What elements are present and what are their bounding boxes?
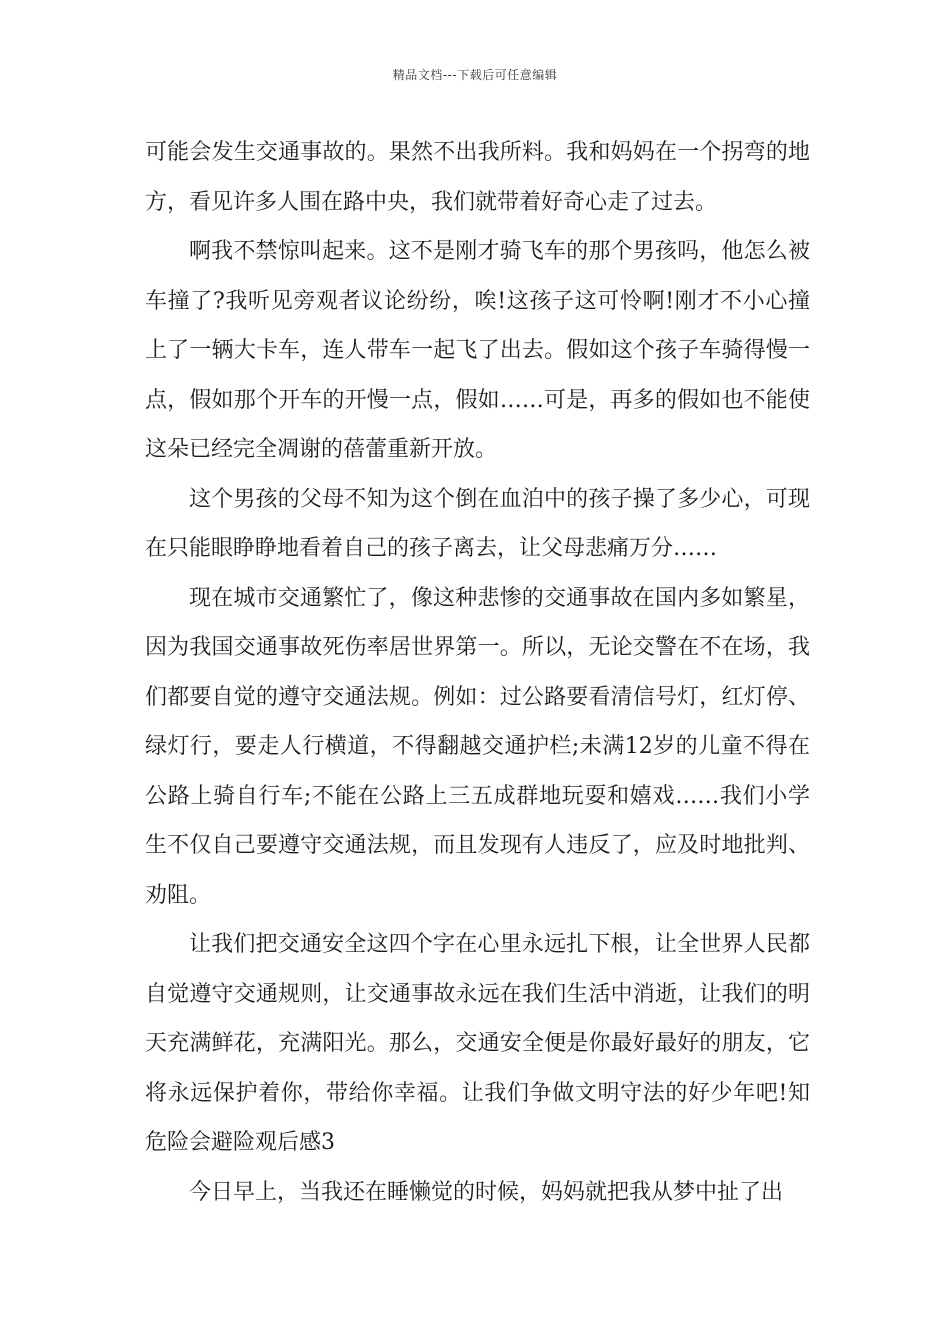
paragraph-4: 现在城市交通繁忙了，像这种悲惨的交通事故在国内多如繁星，因为我国交通事故死伤率居世界第一。所以，无论交警在不在场，我们都要自觉的遵守交通法规。例如：过公路要看清信号灯，红灯停、绿灯行，要走人行横道，不得翻越交通护栏;未满12岁的儿童不得在公路上骑自行车;不能在公路上三五成群地玩耍和嬉戏……我们小学生不仅自己要遵守交通法规，而且发现有人违反了，应及时地批判、劝阻。 xyxy=(145,585,810,908)
paragraph-5: 让我们把交通安全这四个字在心里永远扎下根，让全世界人民都自觉遵守交通规则，让交通事故永远在我们生活中消逝，让我们的明天充满鲜花，充满阳光。那么，交通安全便是你最好最好的朋友，它将永远保护着你，带给你幸福。让我们争做文明守法的好少年吧!知危险会避险观后感3 xyxy=(145,932,810,1155)
paragraph-1: 可能会发生交通事故的。果然不出我所料。我和妈妈在一个拐弯的地方，看见许多人围在路中央，我们就带着好奇心走了过去。 xyxy=(145,140,810,215)
page-header: 精品文档---下载后可任意编辑 xyxy=(392,68,558,82)
paragraph-2: 啊我不禁惊叫起来。这不是刚才骑飞车的那个男孩吗，他怎么被车撞了?我听见旁观者议论纷纷，唉!这孩子这可怜啊!刚才不小心撞上了一辆大卡车，连人带车一起飞了出去。假如这个孩子车骑得慢一点，假如那个开车的开慢一点，假如……可是，再多的假如也不能使这朵已经完全凋谢的蓓蕾重新开放。 xyxy=(145,239,810,462)
paragraph-3: 这个男孩的父母不知为这个倒在血泊中的孩子操了多少心，可现在只能眼睁睁地看着自己的孩子离去，让父母悲痛万分…… xyxy=(145,486,810,561)
document-body xyxy=(145,128,810,1217)
paragraph-6: 今日早上，当我还在睡懒觉的时候，妈妈就把我从梦中扯了出 xyxy=(189,1179,784,1205)
